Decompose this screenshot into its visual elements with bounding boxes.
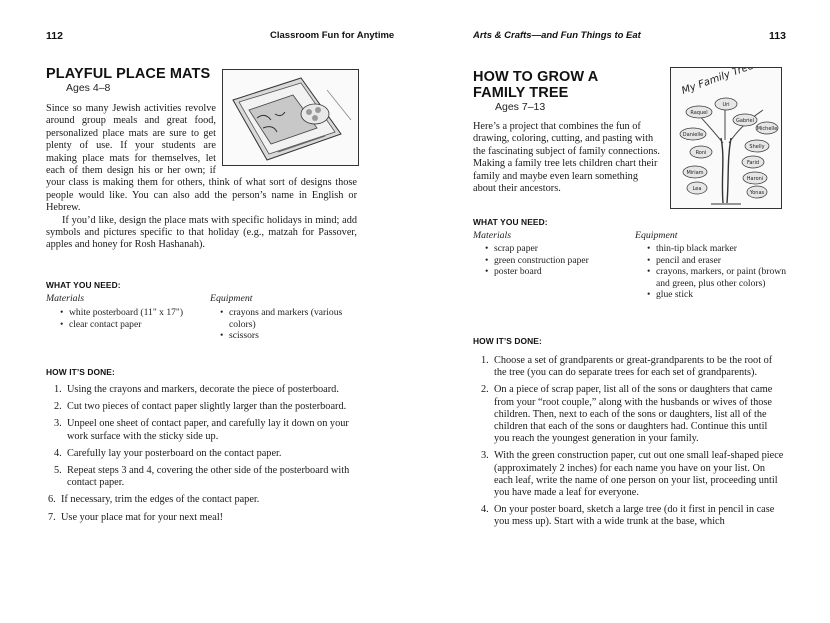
how-its-done-heading: HOW IT’S DONE: xyxy=(473,336,542,346)
section-title: PLAYFUL PLACE MATS xyxy=(46,66,211,82)
list-item: • white posterboard (11" x 17") xyxy=(60,307,200,319)
section-title xyxy=(473,69,598,101)
step-item: 3. Unpeel one sheet of contact paper, and carefully lay it down on your work surface with the sticky side up. xyxy=(54,418,349,442)
materials-heading: Materials xyxy=(473,230,512,241)
step-item: 4. Carefully lay your posterboard on the contact paper. xyxy=(54,447,282,459)
list-item: • clear contact paper xyxy=(60,319,200,331)
step-text: With the green construction paper, cut out one small leaf-shaped piece (approximately 2 inches) for each name you have on your list. On each leaf, write the name of one person on your list, proceeding until you have made a leaf for everyone. xyxy=(494,450,784,499)
step-item: 3. With the green construction paper, cut out one small leaf-shaped piece (approximately 2 inches) for each name you have on your list. On each leaf, write the name of one person on your list, proceeding until you have made a leaf for everyone. xyxy=(481,450,784,499)
steps-list xyxy=(481,355,784,534)
materials-list xyxy=(485,243,625,278)
step-text: Use your place mat for your next meal! xyxy=(61,511,224,523)
step-text: Choose a set of grandparents or great-grandparents to be the root of the tree (you can do separate trees for each set of grandparents). xyxy=(494,355,773,379)
illustration-spacer xyxy=(216,103,357,167)
intro-text xyxy=(46,103,357,252)
leaf-label: Gabriel xyxy=(735,118,755,124)
list-item: • scrap paper xyxy=(485,243,625,255)
step-item: 2. On a piece of scrap paper, list all of the sons or daughters that came from your “root couple,” along with the husbands or wives of those children. Then, next to each of the sons or daughters, list all of the children that each of the sons or daughters had. Continue this until you reach the youngest generation in your family. xyxy=(481,384,773,445)
age-range: Ages 7–13 xyxy=(495,101,546,113)
leaf-label: Shelly xyxy=(749,144,765,150)
what-you-need-heading: WHAT YOU NEED: xyxy=(473,217,548,227)
section-title-line-1: HOW TO GROW A xyxy=(473,69,599,85)
list-item: • crayons and markers (various colors) xyxy=(220,307,360,330)
running-head: Classroom Fun for Anytime xyxy=(270,30,395,41)
step-item: 1. Choose a set of grandparents or great-grandparents to be the root of the tree (you can do separate trees for each set of grandparents). xyxy=(481,355,773,379)
leaf-label: Farid xyxy=(746,160,760,166)
leaf-label: Michelle xyxy=(756,126,778,132)
step-item: 4. On your poster board, sketch a large tree (do it first in pencil in case you mess up). Start with a wide trunk at the base, which xyxy=(481,504,775,528)
step-text: Repeat steps 3 and 4, covering the other side of the posterboard with contact paper. xyxy=(67,465,350,489)
steps-list xyxy=(48,384,357,529)
step-item: 7. Use your place mat for your next meal! xyxy=(48,511,224,523)
list-item: • green construction paper xyxy=(485,255,625,267)
step-item: 6. If necessary, trim the edges of the contact paper. xyxy=(48,494,260,506)
step-item: 5. Repeat steps 3 and 4, covering the other side of the posterboard with contact paper. xyxy=(54,465,350,489)
step-text: Unpeel one sheet of contact paper, and carefully lay it down on your work surface with the sticky side up. xyxy=(67,418,349,442)
step-text: Using the crayons and markers, decorate the piece of posterboard. xyxy=(67,384,339,395)
step-text: On your poster board, sketch a large tree (do it first in pencil in case you mess up). Start with a wide trunk at the base, which xyxy=(494,504,775,528)
step-text: Carefully lay your posterboard on the contact paper. xyxy=(67,447,282,459)
equipment-heading: Equipment xyxy=(210,293,253,304)
leaf-label: Miriam xyxy=(686,170,704,176)
illustration-heading: My Family Tree xyxy=(680,68,756,97)
page-number: 112 xyxy=(46,30,63,42)
materials-list xyxy=(60,307,200,330)
step-item: 1. Using the crayons and markers, decorate the piece of posterboard. xyxy=(54,384,339,395)
leaf-label: Haroni xyxy=(746,176,764,182)
running-head: Arts & Crafts—and Fun Things to Eat xyxy=(473,30,641,41)
page-number: 113 xyxy=(769,30,786,42)
equipment-list xyxy=(647,243,787,301)
leaf-label: Uri xyxy=(722,102,730,108)
age-range: Ages 4–8 xyxy=(66,82,111,94)
intro-paragraph-1-text: Since so many Jewish activities revolve around group meals and great food, personalized place mats are sure to get plenty of use. If your students are making place mats for themselves, let each of them design his or her own; if your class is making them for others, think of what sort of designs those people would like. You can also add the person’s name in English or Hebrew. xyxy=(46,103,357,214)
equipment-list xyxy=(220,307,360,342)
step-item: 2. Cut two pieces of contact paper slightly larger than the posterboard. xyxy=(54,401,347,413)
intro-paragraph-1 xyxy=(46,103,357,215)
list-item: • glue stick xyxy=(647,289,787,301)
leaf-label: Raquel xyxy=(690,110,708,116)
list-item: • pencil and eraser xyxy=(647,255,787,267)
leaf-label: Lea xyxy=(692,186,702,192)
what-you-need-heading: WHAT YOU NEED: xyxy=(46,280,121,290)
leaf-label: Danielle xyxy=(682,132,704,138)
list-item: • poster board xyxy=(485,266,625,278)
list-item: • crayons, markers, or paint (brown and green, plus other colors) xyxy=(647,266,787,289)
step-text: If necessary, trim the edges of the contact paper. xyxy=(61,494,260,506)
equipment-heading: Equipment xyxy=(635,230,678,241)
intro-paragraph: Here’s a project that combines the fun of drawing, coloring, cutting, and pasting with the fascinating subject of family connections. Making a family tree lets children chart their family and maybe even learn something about their ancestors. xyxy=(473,121,661,195)
step-text: On a piece of scrap paper, list all of the sons or daughters that came from your “root couple,” along with the husbands or wives of those children. Then, next to each of the sons or daughters, list all of the children that each of the sons or daughters had. Continue this until you reach the youngest generation in your family. xyxy=(494,384,773,445)
intro-paragraph-2: If you’d like, design the place mats with specific holidays in mind; add symbols and pictures specific to that holiday (e.g., matzah for Passover, apples and honey for Rosh Hashanah). xyxy=(46,214,357,251)
list-item: • scissors xyxy=(220,330,360,342)
how-its-done-heading: HOW IT’S DONE: xyxy=(46,367,115,377)
leaf-label: Roni xyxy=(695,150,707,156)
materials-heading: Materials xyxy=(46,293,85,304)
leaf-label: Yonas xyxy=(749,190,765,196)
list-item: • thin-tip black marker xyxy=(647,243,787,255)
right-page xyxy=(415,0,830,623)
section-title-line-2: FAMILY TREE xyxy=(473,85,569,101)
step-text: Cut two pieces of contact paper slightly larger than the posterboard. xyxy=(67,401,347,413)
family-tree-illustration xyxy=(670,67,782,209)
family-tree-drawing xyxy=(671,68,781,208)
